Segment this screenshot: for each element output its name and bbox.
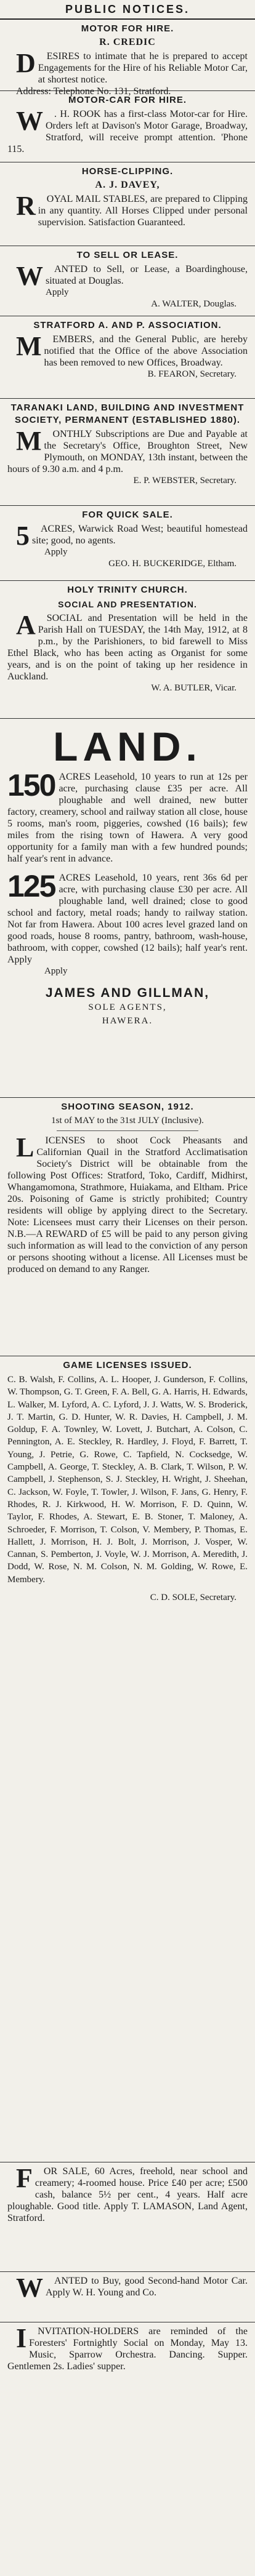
signature: A. WALTER, Douglas.	[151, 299, 237, 309]
ad-subheading: SOCIAL AND PRESENTATION.	[58, 599, 197, 609]
ad-heading: TARANAKI LAND, BUILDING AND INVESTMENT SOCIETY, PERMANENT (ESTABLISHED 1880).	[10, 402, 245, 425]
dropcap: D	[16, 48, 36, 78]
dropcap: 5	[16, 521, 30, 551]
dropcap: W	[16, 261, 43, 291]
season-dates: 1st of MAY to the 31st JULY (Inclusive).	[51, 1116, 204, 1126]
ad-body: W . H. ROOK has a first-class Motor-car for Hire. Orders left at Davison's Motor Garage, Broadway, Stratford, will receive prompt attention. 'Phone 115.	[7, 106, 248, 154]
ad-taranaki-society	[0, 399, 255, 506]
signature: E. P. WEBSTER, Secretary.	[133, 476, 237, 486]
dropcap: F	[16, 2163, 33, 2193]
apply-label: Apply	[44, 547, 68, 557]
dropcap: A	[16, 610, 36, 640]
divider	[57, 1130, 198, 1131]
masthead: PUBLIC NOTICES.	[0, 0, 255, 20]
ad-horse-clipping	[0, 162, 255, 246]
ad-heading: HORSE-CLIPPING.	[81, 166, 174, 177]
acreage-figure: 125	[7, 869, 55, 903]
signature: C. D. SOLE, Secretary.	[150, 1593, 237, 1603]
signature: GEO. H. BUCKERIDGE, Eltham.	[108, 559, 237, 569]
ad-holy-trinity	[0, 581, 255, 719]
ad-stratford-association	[0, 316, 255, 399]
agents-place: HAWERA.	[102, 1016, 153, 1026]
signature: B. FEARON, Secretary.	[147, 369, 237, 379]
land-heading: LAND.	[53, 724, 202, 769]
ad-motor-credic	[0, 20, 255, 97]
ad-shooting-season	[0, 1098, 255, 1356]
dropcap: M	[16, 331, 42, 361]
ad-game-licenses	[0, 1356, 255, 2162]
dropcap: L	[16, 1132, 34, 1162]
ad-body: L ICENSES to shoot Cock Pheasants and Californian Quail in the Stratford Acclimatisation Society's District will be obtainable from the following Post Offices: Stratford, Toko, Cardiff, Midhirst, Whangamomona, Strathmore, Huiakama, and Eltham. Price 20s. Poisoning of Game is strictly prohibited; Country residents will oblige by applying direct to the Secretary. Note: Licensees must carry their Licenses on their person. N.B.—A REWARD of £5 will be paid to any person giving such information as will lead to the conviction of any person or persons shooting without a license. All Licenses must be produced on demand to any Ranger.	[7, 1132, 248, 1274]
ad-address: Address: Telephone No. 131, Stratford.	[16, 86, 171, 97]
ad-heading: GAME LICENSES ISSUED.	[63, 1360, 192, 1370]
ad-motor-rook	[0, 91, 255, 162]
ad-body: A SOCIAL and Presentation will be held in the Parish Hall on TUESDAY, the 14th May, 1912, at 8 p.m., by the Parishioners, to bid farewell to Miss Ethel Black, who has been acting as Organist for some years, and is on the point of taking up her residence in Auckland.	[7, 610, 248, 682]
advertiser-name: R. CREDIC	[99, 37, 156, 47]
ad-body: R OYAL MAIL STABLES, are prepared to Clipping in any quantity. All Horses Clipped under personal supervision. Satisfaction Guaranteed.	[7, 193, 248, 228]
ad-body: W ANTED to Sell, or Lease, a Boardinghouse, situated at Douglas.	[7, 263, 248, 287]
ad-wanted-buy	[0, 2272, 255, 2322]
ad-body: M EMBERS, and the General Public, are hereby notified that the Office of the above Association has been removed to new Offices, Broadway.	[7, 334, 248, 369]
ad-heading: FOR QUICK SALE.	[82, 510, 173, 520]
ad-heading: HOLY TRINITY CHURCH.	[67, 585, 188, 595]
ad-for-sale-farm	[0, 2162, 255, 2272]
land-ad-125: 125 ACRES Leasehold, 10 years, rent 36s 6d per acre, with purchasing clause £30 per acre. All ploughable land, well drained; close to good school and factory, metal roads; handy to railway station. Not far from Hawera. About 100 acres level grazed land on good roads, house 8 rooms, pantry, bathroom, wash-house, bathroom, with copper, cowshed (12 bails); half year's rent. Apply	[7, 869, 248, 965]
apply-label: Apply	[44, 966, 68, 976]
ad-body: D ESIRES to intimate that he is prepared to accept Engagements for the Hire of his Reliable Motor Car, at shortest notice.	[7, 50, 248, 86]
agents-name: JAMES AND GILLMAN,	[45, 986, 210, 1000]
ad-heading: SHOOTING SEASON, 1912.	[61, 1102, 194, 1112]
ad-body: W ANTED to Buy, good Second-hand Motor Car. Apply W. H. Young and Co.	[7, 2275, 248, 2298]
ad-heading: TO SELL OR LEASE.	[76, 250, 179, 260]
land-ad-150: 150 ACRES Leasehold, 10 years to run at 12s per acre, purchasing clause £35 per acre. All ploughable and well drained, new butter factory, creamery, school and railway station all close, house 5 rooms, man's room, piggeries, cowshed (16 bails); few miles from the rising town of Hawera. A very good opportunity for a family man with a few hundred pounds; half year's rent in advance.	[7, 768, 248, 864]
ad-heading: MOTOR-CAR FOR HIRE.	[68, 95, 187, 105]
licensee-names: C. B. Walsh, F. Collins, A. L. Hooper, J. Gunderson, F. Collins, W. Thompson, G. T. Green, F. A. Bell, G. A. Harris, H. Edwards, L. Walker, M. Lyford, A. C. Lyford, J. J. Watts, W. S. Broderick, J. T. Martin, G. D. Hunter, W. R. Davies, H. Campbell, J. M. Goldup, F. A. Townley, W. Lovett, J. Butchart, A. Colson, C. Pennington, A. E. Steckley, R. Hardley, J. Floyd, F. Barrett, T. Young, J. Petrie, G. Rowe, C. Tapfield, N. Cocksedge, W. Campbell, A. George, T. Steckley, A. B. Clark, T. Wilson, P. W. Campbell, J. Stephenson, S. J. Steckley, H. Wright, J. Sheehan, C. Jackson, W. Foyle, T. Towler, J. Wilson, F. Jans, G. Henry, F. Rhodes, R. J. Kirkwood, H. W. Morrison, F. D. Quinn, W. Taylor, F. Rhodes, A. Stewart, E. B. Stoner, T. Maloney, A. Schroeder, F. Morrison, T. Colson, V. Membery, P. Thomas, E. Hallett, J. Morrison, H. J. Bolt, J. Morrison, J. Vosper, W. Cannan, S. Pemberton, J. Voyle, W. J. Morrison, A. Meredith, J. Dodd, W. Rose, N. M. Colson, N. M. Golding, W. Rowe, E. Membery.	[7, 1375, 248, 1585]
ad-body: M ONTHLY Subscriptions are Due and Payable at the Secretary's Office, Broughton Street, New Plymouth, on MONDAY, 13th instant, between the hours of 9.30 a.m. and 4 p.m.	[7, 426, 248, 474]
dropcap: W	[16, 2273, 43, 2303]
signature: W. A. BUTLER, Vicar.	[151, 683, 237, 693]
apply-label: Apply	[46, 287, 69, 297]
ad-invitation	[0, 2322, 255, 2404]
dropcap: R	[16, 191, 36, 221]
dropcap: M	[16, 426, 42, 456]
ad-to-sell	[0, 246, 255, 316]
dropcap: W	[16, 106, 43, 136]
ad-body: I NVITATION-HOLDERS are reminded of the Foresters' Fortnightly Social on Monday, May 13. Music, Sparrow Orchestra. Dancing. Supper. Gentlemen 2s. Ladies' supper.	[7, 2323, 248, 2372]
dropcap: I	[16, 2323, 27, 2353]
ad-heading: MOTOR FOR HIRE.	[81, 23, 174, 34]
ad-body: 5 ACRES, Warwick Road West; beautiful homestead site; good, no agents.	[7, 523, 248, 546]
acreage-figure: 150	[7, 768, 55, 802]
ad-land	[0, 719, 255, 1098]
advertiser-name: A. J. DAVEY,	[95, 180, 160, 190]
ad-quick-sale	[0, 506, 255, 581]
agents-role: SOLE AGENTS,	[88, 1002, 167, 1012]
ad-heading: STRATFORD A. AND P. ASSOCIATION.	[33, 320, 222, 330]
ad-body: F OR SALE, 60 Acres, freehold, near school and creamery; 4-roomed house. Price £40 per acre; £500 cash, balance 5½ per cent., 4 years. Half acre ploughable. Good title. Apply T. LAMASON, Land Agent, Stratford.	[7, 2163, 248, 2223]
